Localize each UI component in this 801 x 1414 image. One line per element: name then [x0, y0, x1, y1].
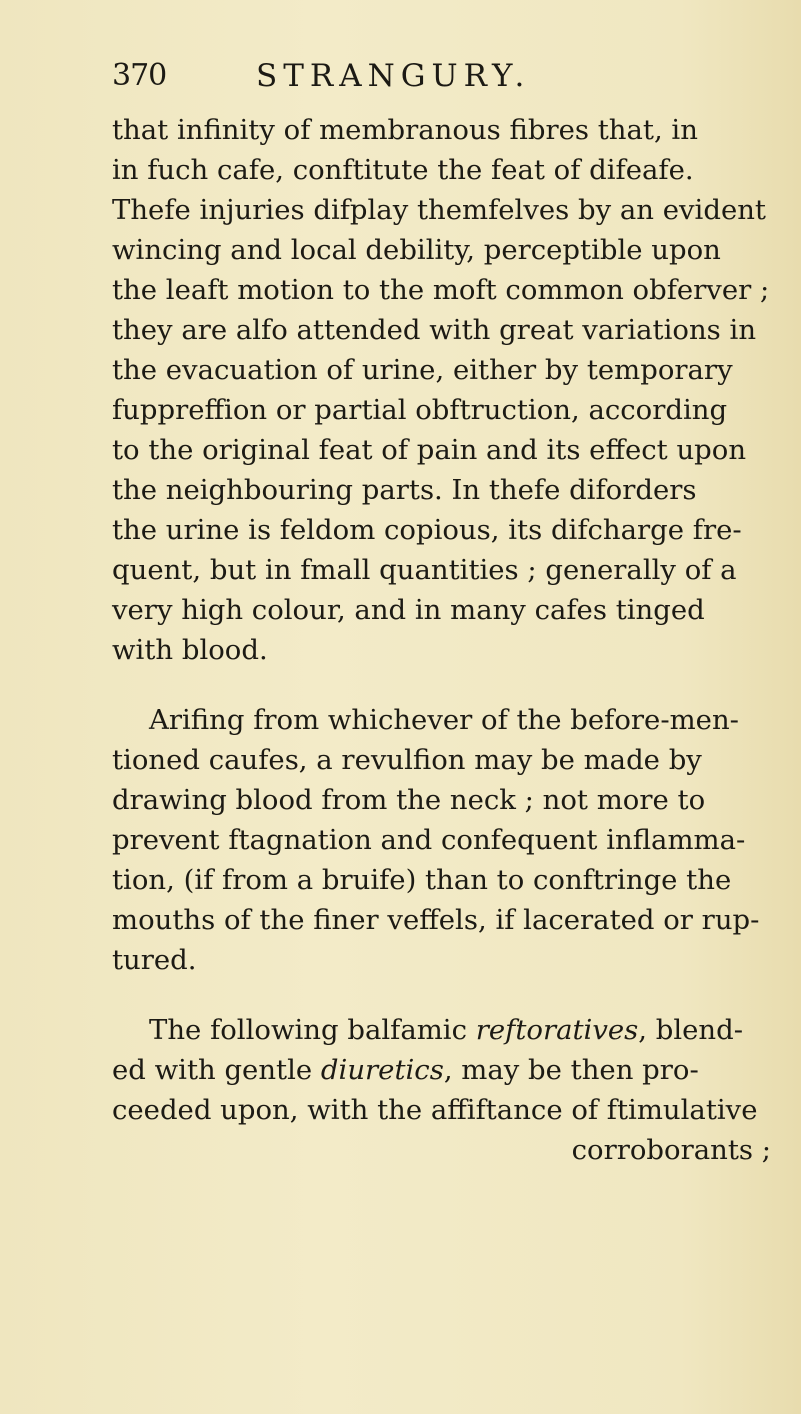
- text-line: to the original feat of pain and its effect upon: [112, 434, 747, 466]
- text-run: , may be then pro-: [443, 1054, 699, 1086]
- text-line: drawing blood from the neck ; not more to: [112, 784, 706, 816]
- text-line: in fuch cafe, conftitute the feat of difeafe.: [112, 154, 694, 186]
- text-run: ed with gentle: [112, 1054, 321, 1086]
- text-line: fuppreffion or partial obftruction, according: [112, 394, 728, 426]
- text-line: quent, but in fmall quantities ; generally of a: [112, 554, 737, 586]
- text-line: with blood.: [112, 634, 268, 666]
- text-line: wincing and local debility, perceptible upon: [112, 234, 721, 266]
- italic-text: reftoratives: [475, 1014, 639, 1046]
- text-line: prevent ftagnation and confequent inflamma-: [112, 824, 746, 856]
- italic-text: diuretics: [320, 1054, 444, 1086]
- text-line: tured.: [112, 944, 197, 976]
- text-line: [149, 1010, 801, 1050]
- text-run: , blend-: [638, 1014, 744, 1046]
- text-line: the urine is feldom copious, its difcharge fre-: [112, 514, 742, 546]
- text-line: mouths of the finer veffels, if lacerated or rup-: [112, 904, 760, 936]
- text-line: Thefe injuries difplay themfelves by an evident: [112, 194, 766, 226]
- text-line: very high colour, and in many cafes tinged: [112, 594, 705, 626]
- text-line: they are alfo attended with great variations in: [112, 314, 757, 346]
- text-line: that infinity of membranous fibres that, in: [112, 114, 698, 146]
- text-line: [112, 1050, 792, 1090]
- running-title: STRANGURY.: [256, 58, 531, 94]
- text-line: tioned caufes, a revulfion may be made by: [112, 744, 702, 776]
- text-line: tion, (if from a bruife) than to conftringe the: [112, 864, 732, 896]
- text-line: Arifing from whichever of the before-men-: [149, 704, 739, 736]
- text-line: the neighbouring parts. In thefe diforders: [112, 474, 697, 506]
- text-line: the leaft motion to the moft common obferver ;: [112, 274, 770, 306]
- page-number: 370: [112, 58, 167, 93]
- text-run: The following balfamic: [149, 1014, 476, 1046]
- text-line: the evacuation of urine, either by temporary: [112, 354, 733, 386]
- text-line: ceeded upon, with the affiftance of ftimulative: [112, 1094, 758, 1126]
- catchword: corroborants ;: [571, 1134, 771, 1166]
